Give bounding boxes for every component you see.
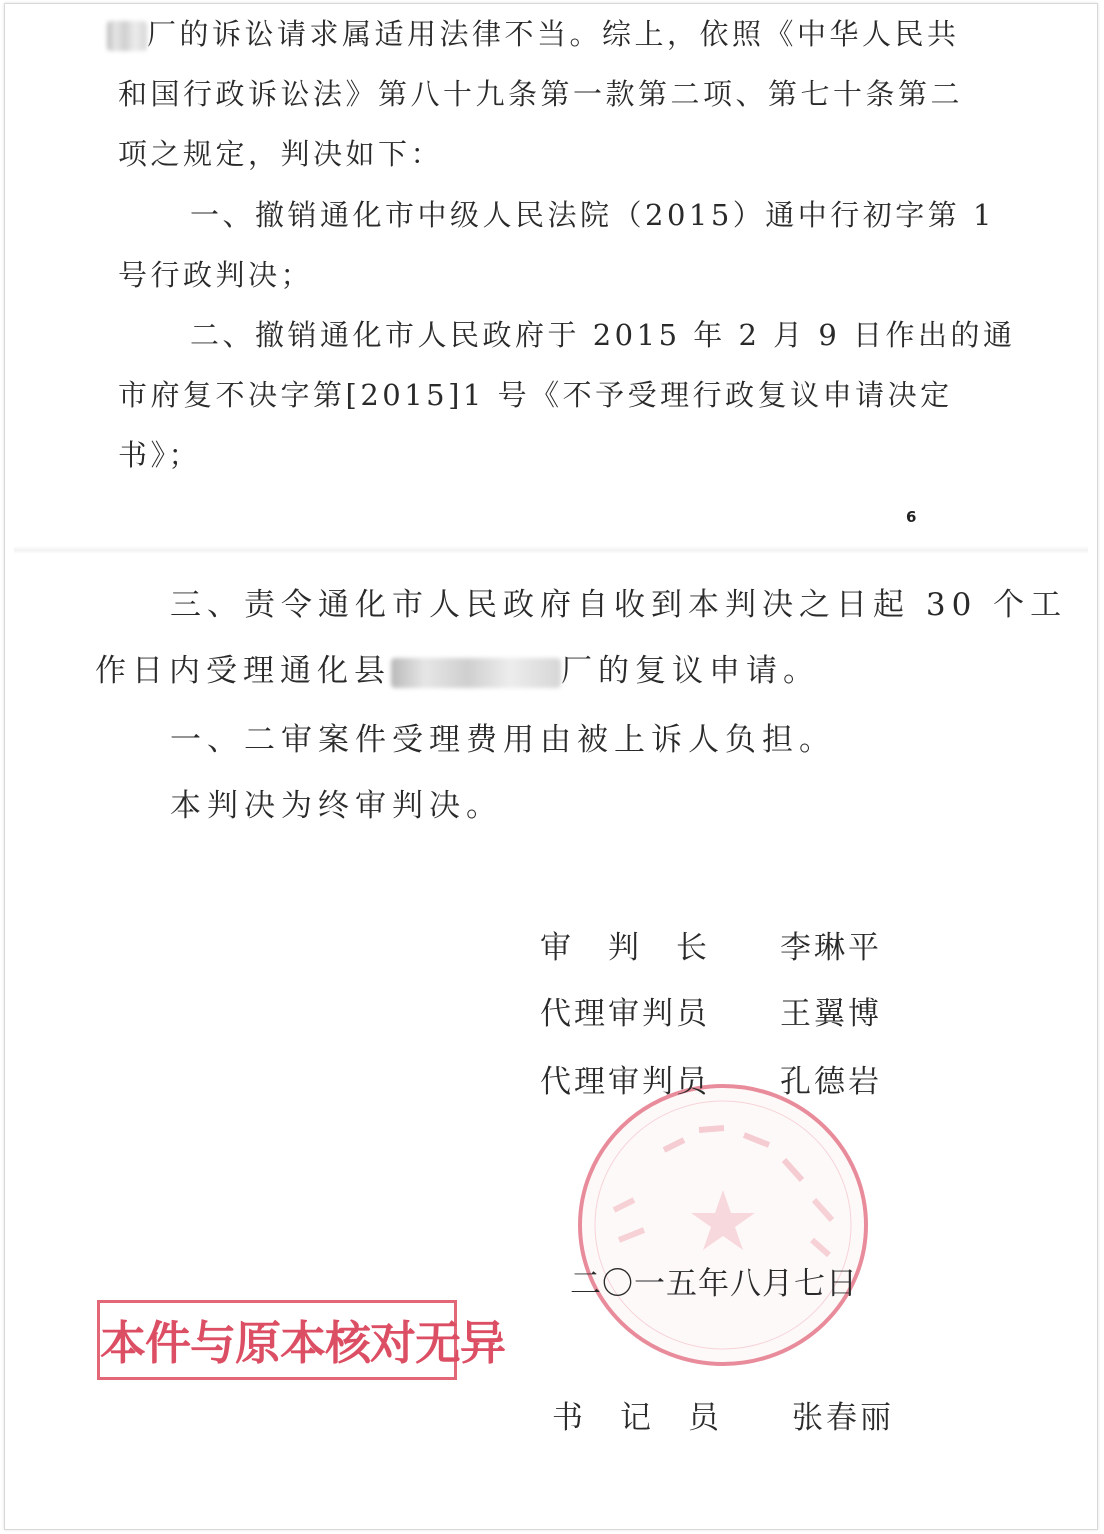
clerk-role: 书 记 员 [552,1400,722,1436]
paragraph-line: 一、二审案件受理费用由被上诉人负担。 [170,722,836,758]
paragraph-line: 书》； [118,438,202,472]
judgment-date: 二〇一五年八月七日 [570,1266,858,1302]
paragraph-text: 厂的复议申请。 [561,653,820,689]
judgment-item: 三、责令通化市人民政府自收到本判决之日起 30 个工 [170,587,1068,623]
verification-stamp: 本件与原本核对无异 [97,1300,457,1380]
signature-name: 李琳平 [780,930,882,966]
page-number: 6 [906,508,917,526]
judgment-item: 一、撤销通化市中级人民法院（2015）通中行初字第 1 [190,198,995,232]
page-divider [14,546,1088,554]
judgment-item: 二、撤销通化市人民政府于 2015 年 2 月 9 日作出的通 [190,318,1016,352]
court-seal [574,1080,872,1370]
signature-role: 代理审判员 [540,1064,710,1100]
signature-name: 孔德岩 [780,1064,882,1100]
clerk-name: 张春丽 [792,1400,894,1436]
redacted-name [107,21,147,51]
paragraph-line: 市府复不决字第[2015]1 号《不予受理行政复议申请决定 [118,378,953,412]
paragraph-line: 本判决为终审判决。 [170,788,503,824]
paragraph-line [95,651,820,691]
signature-role: 审 判 长 [540,930,710,966]
paragraph-text: 厂的诉讼请求属适用法律不当。综上，依照《中华人民共 [147,17,960,51]
paragraph-line: 号行政判决； [118,258,314,292]
redacted-name [391,658,561,688]
paragraph-line: 项之规定，判决如下： [118,137,444,171]
paragraph-line [107,14,960,54]
paragraph-text: 作日内受理通化县 [95,653,391,689]
signature-role: 代理审判员 [540,996,710,1032]
paragraph-line: 和国行政诉讼法》第八十九条第一款第二项、第七十条第二 [118,77,964,111]
signature-name: 王翼博 [780,996,882,1032]
